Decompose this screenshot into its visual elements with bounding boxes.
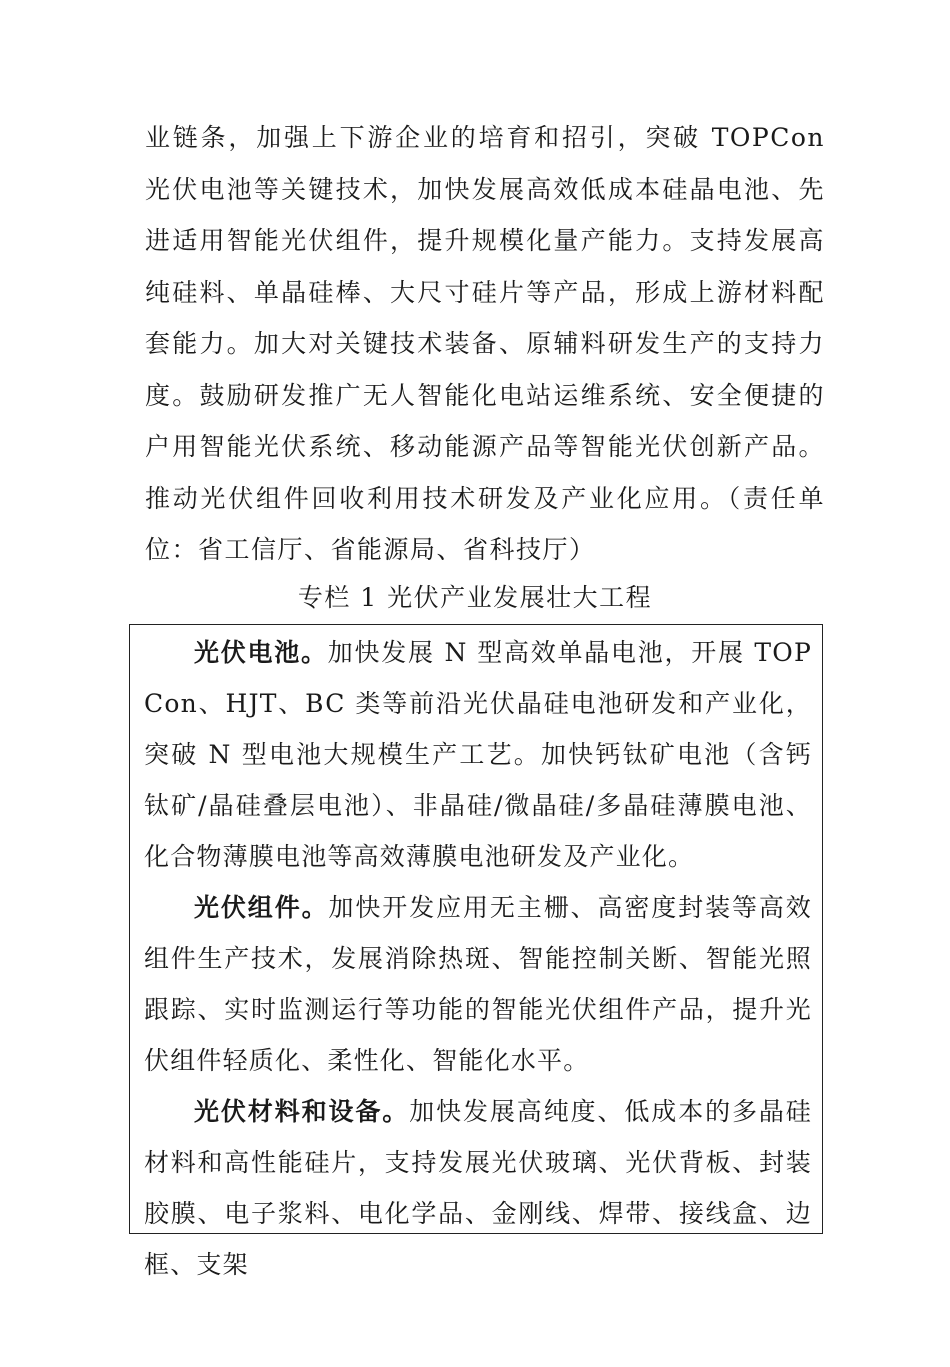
intro-paragraph: 业链条，加强上下游企业的培育和招引，突破 TOPCon 光伏电池等关键技术，加快发展高效低成本硅晶电池、先进适用智能光伏组件，提升规模化量产能力。支持发展高纯硅料、单晶硅棒、大尺寸硅片等产品，形成上游材料配套能力。加大对关键技术装备、原辅料研发生产的支持力度。鼓励研发推广无人智能化电站运维系统、安全便捷的户用智能光伏系统、移动能源产品等智能光伏创新产品。推动光伏组件回收利用技术研发及产业化应用。（责任单位：省工信厅、省能源局、省科技厅） — [145, 123, 825, 564]
column-item-text: 加快发展 N 型高效单晶电池，开展 TOPCon、HJT、BC 类等前沿光伏晶硅电池研发和产业化，突破 N 型电池大规模生产工艺。加快钙钛矿电池（含钙钛矿/晶硅叠层电池）、非晶硅/微晶硅/多晶硅薄膜电池、化合物薄膜电池等高效薄膜电池研发及产业化。 — [144, 638, 812, 871]
column-item-lead: 光伏电池。 — [194, 638, 328, 667]
column-item-lead: 光伏材料和设备。 — [194, 1097, 410, 1126]
column-item-text: 加快开发应用无主栅、高密度封装等高效组件生产技术，发展消除热斑、智能控制关断、智能光照跟踪、实时监测运行等功能的智能光伏组件产品，提升光伏组件轻质化、柔性化、智能化水平。 — [144, 893, 812, 1075]
column-content — [144, 627, 812, 1290]
intro-paragraph-block — [145, 112, 825, 576]
column-item-pv-module — [144, 882, 812, 1086]
column-box — [129, 624, 823, 1279]
column-item-pv-materials — [144, 1086, 812, 1290]
column-title: 专栏 1 光伏产业发展壮大工程 — [297, 583, 653, 612]
column-item-lead: 光伏组件。 — [194, 893, 329, 922]
column-item-pv-cell — [144, 627, 812, 882]
column-item-text: 加快发展高纯度、低成本的多晶硅材料和高性能硅片，支持发展光伏玻璃、光伏背板、封装胶膜、电子浆料、电化学品、金刚线、焊带、接线盒、边框、支架 — [144, 1097, 812, 1279]
